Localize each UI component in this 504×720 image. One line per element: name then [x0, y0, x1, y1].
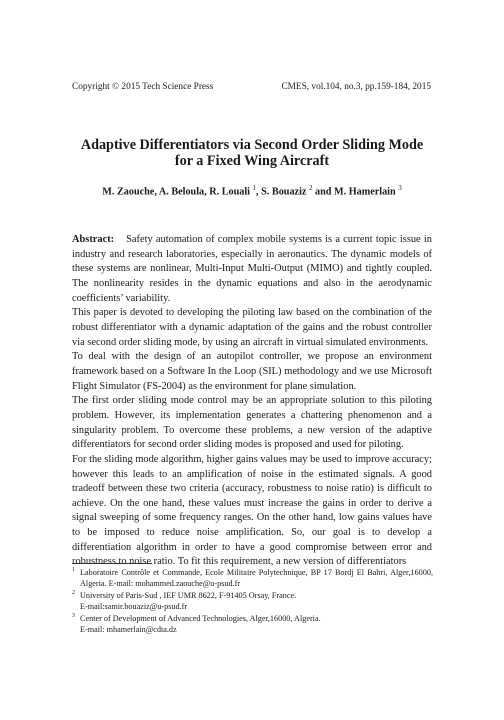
affiliation-mark-2: 2	[308, 184, 313, 192]
title-line-2: for a Fixed Wing Aircraft	[174, 153, 330, 169]
footnote-3	[72, 613, 433, 636]
author-group-3: and M. Hamerlain	[312, 186, 396, 198]
copyright-notice: Copyright © 2015 Tech Science Press	[72, 82, 214, 92]
journal-citation: CMES, vol.104, no.3, pp.159-184, 2015	[281, 82, 431, 92]
footnotes	[72, 567, 433, 635]
abstract-paragraph-1	[72, 233, 432, 306]
footnote-2	[72, 590, 433, 613]
author-group-1: M. Zaouche, A. Beloula, R. Louali	[102, 186, 250, 198]
abstract-paragraph-4: The first order sliding mode control may be an appropriate solution to this piloting problem. However, its implementation generates a chattering phenomenon and a singularity problem. To overcome these problems, a new version of the adaptive differentiators for second order sliding modes is proposed and used for piloting.	[72, 395, 432, 451]
footnote-divider	[72, 563, 152, 564]
affiliation-mark-1: 1	[252, 184, 257, 192]
footnote-email: E-mail:samir.bouaziz@u-psud.fr	[80, 602, 188, 612]
abstract-paragraph-3: To deal with the design of an autopilot controller, we propose an environment framework based on a Software In the Loop (SIL) methodology and we use Microsoft Flight Simulator (FS-2004) as the environment for plane simulation.	[72, 351, 432, 392]
footnote-text: Laboratoire Contrôle et Commande, Ecole Militaire Polytechnique, BP 17 Bordj El Bahri, Alger,16000, Algeria. E-mail: mohammed.zaouche@u-psud.fr	[80, 568, 433, 589]
abstract-paragraph-2: This paper is devoted to developing the piloting law based on the combination of the robust differentiator with a dynamic adaptation of the gains and the robust controller via second order sliding mode, by using an aircraft in virtual simulated environments.	[72, 307, 432, 348]
author-group-2: , S. Bouaziz	[256, 186, 307, 198]
title-line-1: Adaptive Differentiators via Second Order Sliding Mode	[80, 137, 424, 153]
abstract	[72, 233, 432, 570]
footnote-text: University of Paris-Sud , IEF UMR 8622, F-91405 Orsay, France.	[80, 590, 297, 600]
footnote-1	[72, 567, 433, 590]
footnote-mark: 1	[72, 567, 75, 573]
footnote-email: E-mail: mhamerlain@cdta.dz	[80, 625, 177, 635]
running-header	[72, 82, 431, 92]
author-list	[40, 184, 464, 197]
abstract-paragraph-5: For the sliding mode algorithm, higher gains values may be used to improve accuracy; however this leads to an amplification of noise in the estimated signals. A good tradeoff between these two criteria (accuracy, robustness to noise ratio) is difficult to achieve. On the one hand, these values must increase the gains in order to derive a signal sweeping of some frequency ranges. On the other hand, low gains values have to be imposed to reduce noise amplification. So, our goal is to develop a differentiation algorithm in order to have a good compromise between error and robustness to noise ratio. To fit this requirement, a new version of differentiators	[72, 453, 432, 568]
paper-title	[60, 137, 444, 169]
footnote-mark: 2	[72, 589, 75, 596]
abstract-label: Abstract:	[72, 234, 115, 245]
abstract-paragraph-1-text: Safety automation of complex mobile systems is a current topic issue in industry and research laboratories, especially in aeronautics. The dynamic models of these systems are nonlinear, Multi-Input Multi-Output (MIMO) and tightly coupled. The nonlinearity resides in the dynamic equations and also in the aerodynamic coefficients’ variability.	[72, 234, 432, 304]
footnote-text: Center of Development of Advanced Technologies, Alger,16000, Algeria.	[80, 613, 321, 623]
footnote-mark: 3	[72, 612, 75, 619]
affiliation-mark-3: 3	[398, 184, 402, 192]
